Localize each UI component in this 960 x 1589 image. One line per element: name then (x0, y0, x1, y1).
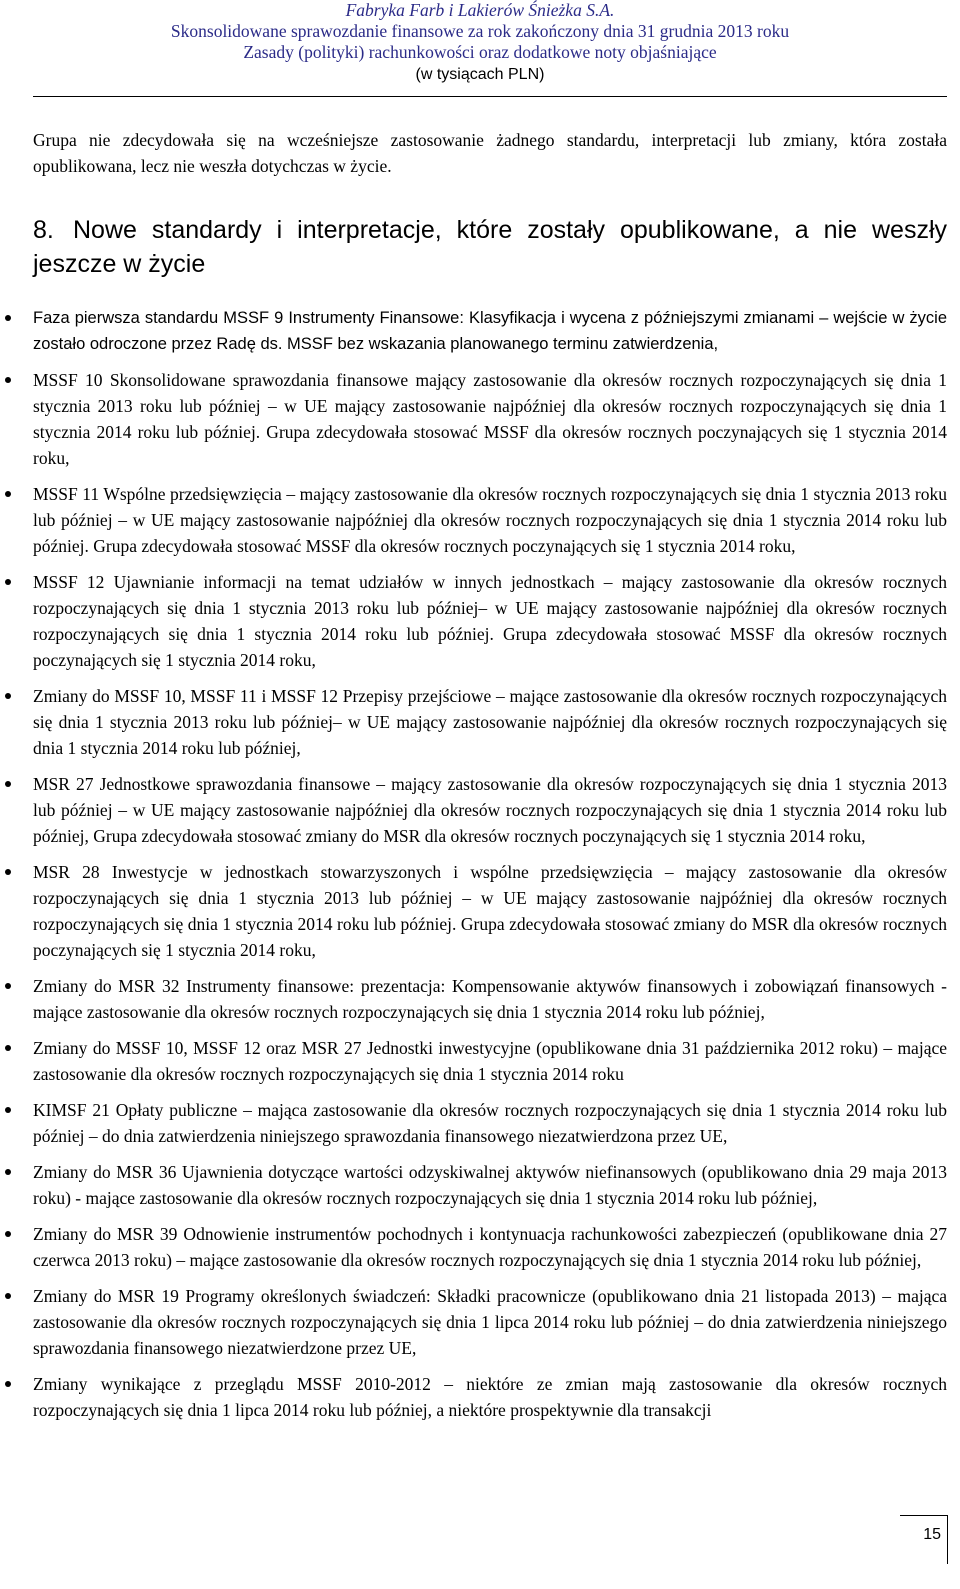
list-item-text: Zmiany do MSR 32 Instrumenty finansowe: prezentacja: Kompensowanie aktywów finansowych i zobowiązań finansowych - mające zastosowanie dla okresów rocznych rozpoczynających się dnia 1 stycznia 2014 roku lub później, (33, 976, 947, 1022)
list-item (33, 481, 947, 559)
bullet-icon (5, 377, 11, 383)
page-number: 15 (923, 1526, 941, 1543)
list-item (33, 1371, 947, 1423)
list-item (33, 305, 947, 357)
list-item-text: Zmiany do MSR 19 Programy określonych świadczeń: Składki pracownicze (opublikowano dnia 21 listopada 2013) – mająca zastosowanie dla okresów rocznych rozpoczynających się dnia 1 lipca 2014 roku lub później – do dnia zatwierdzenia niniejszego sprawozdania finansowego niezatwierdzone przez UE, (33, 1286, 947, 1358)
bullet-icon (5, 983, 11, 989)
list-item-text: MSSF 11 Wspólne przedsięwzięcia – mający zastosowanie dla okresów rocznych rozpoczynających się dnia 1 stycznia 2013 roku lub później – w UE mający zastosowanie najpóźniej dla okresów rocznych rozpoczynających się dnia 1 stycznia 2014 roku lub później. Grupa zdecydowała stosować MSSF dla okresów rocznych poczynających się 1 stycznia 2014 roku, (33, 484, 947, 556)
list-item (33, 1159, 947, 1211)
list-item (33, 771, 947, 849)
list-item-text: Zmiany do MSR 39 Odnowienie instrumentów pochodnych i kontynuacja rachunkowości zabezpieczeń (opublikowane dnia 27 czerwca 2013 roku) – mające zastosowanie dla okresów rocznych rozpoczynających się dnia 1 stycznia 2014 roku lub później, (33, 1224, 947, 1270)
bullet-icon (5, 491, 11, 497)
list-item (33, 1035, 947, 1087)
bullet-icon (5, 579, 11, 585)
section-number: 8. (33, 216, 54, 244)
bullet-icon (5, 315, 11, 321)
list-item (33, 859, 947, 963)
page-number-box (900, 1515, 948, 1564)
list-item-text: MSR 28 Inwestycje w jednostkach stowarzyszonych i wspólne przedsięwzięcia – mający zastosowanie dla okresów rozpoczynających się dnia 1 stycznia 2013 lub później – w UE mający zastosowanie najpóźniej dla okresów rocznych rozpoczynających się dnia 1 stycznia 2014 roku lub później. Grupa zdecydowała stosować zmiany do MSR dla okresów rocznych poczynających się 1 stycznia 2014 roku, (33, 862, 947, 960)
standards-list-wrapper (33, 305, 947, 1433)
list-item-text: Faza pierwsza standardu MSSF 9 Instrumenty Finansowe: Klasyfikacja i wycena z późniejszymi zmianami – wejście w życie zostało odroczone przez Radę ds. MSSF bez wskazania planowanego terminu zatwierdzenia, (33, 309, 947, 353)
bullet-icon (5, 781, 11, 787)
bullet-icon (5, 1231, 11, 1237)
list-item-text: KIMSF 21 Opłaty publiczne – mająca zastosowanie dla okresów rocznych rozpoczynających się dnia 1 stycznia 2014 roku lub później – do dnia zatwierdzenia niniejszego sprawozdania finansowego niezatwierdzona przez UE, (33, 1100, 947, 1146)
list-item-text: Zmiany do MSR 36 Ujawnienia dotyczące wartości odzyskiwalnej aktywów niefinansowych (opublikowano dnia 29 maja 2013 roku) - mające zastosowanie dla okresów rocznych rozpoczynających się dnia 1 stycznia 2014 roku lub później, (33, 1162, 947, 1208)
bullet-icon (5, 1381, 11, 1387)
list-item (33, 683, 947, 761)
section-heading (33, 213, 947, 281)
section-heading-text: Nowe standardy i interpretacje, które zostały opublikowane, a nie weszły jeszcze w życie (33, 216, 947, 278)
list-item-text: Zmiany wynikające z przeglądu MSSF 2010-2012 – niektóre ze zmian mają zastosowanie dla okresów rocznych rozpoczynających się dnia 1 lipca 2014 roku lub później, a niektóre prospektywnie dla transakcji (33, 1374, 947, 1420)
bullet-icon (5, 693, 11, 699)
bullet-icon (5, 1293, 11, 1299)
list-item-text: MSR 27 Jednostkowe sprawozdania finansowe – mający zastosowanie dla okresów rozpoczynających się dnia 1 stycznia 2013 lub później – w UE mający zastosowanie najpóźniej dla okresów rocznych rozpoczynających się dnia 1 stycznia 2014 roku lub później, Grupa zdecydowała stosować zmiany do MSR dla okresów rocznych poczynających się 1 stycznia 2014 roku, (33, 774, 947, 846)
page-header (0, 0, 960, 87)
list-item (33, 1097, 947, 1149)
bullet-icon (5, 1107, 11, 1113)
currency-unit: (w tysiącach PLN) (415, 66, 545, 83)
list-item-text: Zmiany do MSSF 10, MSSF 12 oraz MSR 27 Jednostki inwestycyjne (opublikowane dnia 31 października 2012 roku) – mające zastosowanie dla okresów rocznych rozpoczynających się dnia 1 stycznia 2014 roku (33, 1038, 947, 1084)
list-item (33, 367, 947, 471)
bullet-icon (5, 869, 11, 875)
bullet-icon (5, 1045, 11, 1051)
list-item (33, 1221, 947, 1273)
list-item-text: MSSF 10 Skonsolidowane sprawozdania finansowe mający zastosowanie dla okresów rocznych rozpoczynających się dnia 1 stycznia 2013 roku lub później – w UE mający zastosowanie najpóźniej dla okresów rocznych rozpoczynających się dnia 1 stycznia 2014 roku lub później. Grupa zdecydowała stosować MSSF dla okresów rocznych poczynających się 1 stycznia 2014 roku, (33, 370, 947, 468)
list-item (33, 1283, 947, 1361)
intro-paragraph: Grupa nie zdecydowała się na wcześniejsze zastosowanie żadnego standardu, interpretacji lub zmiany, która została opublikowana, lecz nie weszła dotychczas w życie. (33, 130, 947, 176)
header-divider (33, 96, 947, 97)
company-name: Fabryka Farb i Lakierów Śnieżka S.A. (345, 0, 615, 20)
section-subtitle: Zasady (polityki) rachunkowości oraz dodatkowe noty objaśniające (243, 42, 717, 62)
bullet-icon (5, 1169, 11, 1175)
list-item (33, 569, 947, 673)
report-title: Skonsolidowane sprawozdanie finansowe za rok zakończony dnia 31 grudnia 2013 roku (170, 21, 790, 41)
standards-list (33, 305, 947, 1423)
list-item-text: MSSF 12 Ujawnianie informacji na temat udziałów w innych jednostkach – mający zastosowanie dla okresów rocznych rozpoczynających się dnia 1 stycznia 2013 roku lub później– w UE mający zastosowanie najpóźniej dla okresów rocznych rozpoczynających się dnia 1 stycznia 2014 roku lub później. Grupa zdecydowała stosować MSSF dla okresów rocznych poczynających się 1 stycznia 2014 roku, (33, 572, 947, 670)
list-item-text: Zmiany do MSSF 10, MSSF 11 i MSSF 12 Przepisy przejściowe – mające zastosowanie dla okresów rocznych rozpoczynających się dnia 1 stycznia 2013 roku lub później– w UE mający zastosowanie najpóźniej dla okresów rocznych rozpoczynających się dnia 1 stycznia 2014 roku lub później, (33, 686, 947, 758)
list-item (33, 973, 947, 1025)
